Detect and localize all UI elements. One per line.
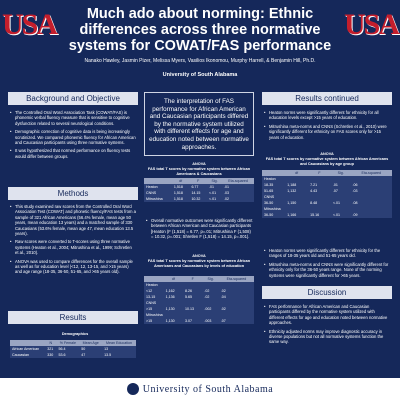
results-mid-text bbox=[146, 218, 254, 243]
footer-university-name: University of South Alabama bbox=[142, 383, 274, 395]
results-bullet: • Mitrushina meta-norms and CNNS (Schretlen et al., 2010) were significantly different for ethnicity on FAS scores only for >15 years of education. bbox=[264, 124, 390, 140]
interpretation-box: The interpretation of FAS performance for African American and Caucasian participants differed by the normative system utilized with different effects for age and education noted between normative approaches. bbox=[144, 92, 254, 156]
table-row: 51-65 1,132 4.43 .07 .03 bbox=[264, 189, 358, 193]
table-row: African American 321 56.4 50 13 bbox=[12, 347, 109, 351]
table-row: 13-15 1,136 5.65 .02 .04 bbox=[146, 295, 226, 299]
discussion-heading: Discussion bbox=[262, 286, 392, 299]
methods-bullet: • Raw scores were converted to T-scores using three normative systems (Heaton et al., 2004; Mitrushina et al., 1999; Schretlen et al., 2010). bbox=[10, 239, 136, 255]
discussion-text bbox=[264, 304, 390, 348]
table-row: Mitrushina 1,518 10.32 <.01 .02 bbox=[146, 197, 230, 201]
methods-text bbox=[10, 204, 136, 278]
results-bullet: • Heaton norms were significantly different for ethnicity for all education levels except >15 years of education. bbox=[264, 110, 390, 121]
table-row: 18-35 1,188 7.21 .01 .06 bbox=[264, 183, 358, 187]
background-bullet: • It was hypothesized that normed performance on fluency tests would differ between groups. bbox=[10, 148, 136, 159]
table-row: Heaton 1,518 6.77 .01 .01 bbox=[146, 185, 230, 189]
table-row: <12 1,162 8.26 .02 .02 bbox=[146, 289, 226, 293]
anova1-table: df F Sig. Eta-squared Heaton 1,518 6.77 .01 .01 CNNS 1,518 14.15 <.01 .03 Mitrushina 1,518 10.32 <.01 .02 bbox=[144, 178, 254, 202]
poster-university: University of South Alabama bbox=[162, 72, 238, 78]
methods-heading: Methods bbox=[8, 187, 138, 200]
usa-logo-left: USA bbox=[2, 8, 57, 41]
results-bullet: • Overall normative outcomes were significantly different between African American and Caucasian participants [Heaton (F (1,518) = 6.77, p=.01; Mitrushina F (1,508) = 10.32, p=.001; Shretlen F (1,518) = 14.15, p=.001). bbox=[146, 218, 254, 240]
demographics-table: N % Female Mean Age Mean Education African American 321 56.4 50 13 Caucasian 330 53.6 47 13.5 bbox=[10, 340, 136, 358]
results-heading-left: Results bbox=[8, 311, 138, 324]
methods-bullet: • ANOVA was used to compare differences for the overall sample as well as for education level (<12, 12, 13-15, and >15 years) and age range (18-35, 36-50, 51-65, and >65 years old). bbox=[10, 259, 136, 275]
table-row: >15 1,130 10.13 .002 .02 bbox=[146, 307, 226, 311]
anova1-caption: ANOVA FAS total T scores by normative system between African Americans & Caucasians bbox=[147, 162, 251, 176]
table-row: CNNS 1,518 14.15 <.01 .03 bbox=[146, 191, 230, 195]
anova2-table: df F Sig. Eta-squared Heaton <12 1,162 8.26 .02 .02 13-15 1,136 5.65 .02 .04 CNNS >15 1,130 10.13 .002 .02 Mitrushina >15 1,130 3.07 .003 .07 bbox=[144, 276, 254, 324]
background-text bbox=[10, 110, 136, 162]
methods-bullet: • This study examined raw scores from the Controlled Oral Word Association Test (COWAT) and phonetic fluency/FAS tests from a sample of 321 African Americans (56.4% female, mean age 50 years, mean education 13 years) and a matched sample of 330 Caucasians (53.6% female, mean age 47, mean education 13.5 years). bbox=[10, 204, 136, 236]
table-row: Caucasian 330 53.6 47 13.5 bbox=[12, 353, 112, 357]
background-bullet: • Demographic correction of cognitive data is being increasingly scrutinized. We compared phonemic fluency for African American and Caucasian participants using three normative systems. bbox=[10, 129, 136, 145]
university-seal-icon bbox=[127, 383, 139, 395]
table-row: 36-50 1,166 15.16 <.01 .09 bbox=[264, 213, 358, 217]
results-continued-text bbox=[264, 110, 390, 143]
table-row: >15 1,130 3.07 .003 .07 bbox=[146, 319, 226, 323]
anova2-caption: ANOVA FAS total T scores by normative system between African Americans and Caucasians by levels of education bbox=[147, 254, 251, 268]
usa-logo-right: USA bbox=[344, 8, 399, 41]
anova3-caption: ANOVA FAS total T scores by normative system between African Americans and Caucasians by age group bbox=[265, 152, 389, 166]
results-bullet: • Heaton norms were significantly different for ethnicity for the ranges of 18-35 years old and 51-65 years old. bbox=[264, 248, 390, 259]
poster-authors: Nanako Hawley, Jasmin Pizer, Melissa Myers, Vasilios Ikonomou, Murphy Harrell, & Benjamin Hill, Ph.D. bbox=[84, 58, 316, 64]
discussion-bullet: • FAS performance for African American and Caucasian participants differed by the normative system utilized with different effects for age and education noted between normative approaches. bbox=[264, 304, 390, 326]
poster-title: Much ado about norming: Ethnic differences across three normative systems for COWAT/FAS performance bbox=[68, 6, 332, 54]
results-after-table-text bbox=[264, 248, 390, 281]
anova3-table: df F Sig. Eta-squared Heaton 18-35 1,188 7.21 .01 .06 51-65 1,132 4.43 .07 .03 CNNS 36-50 1,150 8.48 <.01 .08 Mitrushina 36-50 1,166 15.16 <.01 .09 bbox=[262, 170, 392, 218]
background-bullet: • The Controlled Oral Word Association Task (COWAT/FAS) is phonemic verbal fluency measure that is sensitive to cognitive dysfunction related to several neurological conditions. bbox=[10, 110, 136, 126]
footer-banner bbox=[0, 378, 400, 400]
background-heading: Background and Objective bbox=[8, 92, 138, 105]
results-continued-heading: Results continued bbox=[262, 92, 392, 105]
demographics-caption: Demographics bbox=[61, 332, 89, 336]
table-row: 36-50 1,150 8.48 <.01 .08 bbox=[264, 201, 358, 205]
discussion-bullet: • Ethnicity adjusted norms may improve diagnostic accuracy in diverse populations but not all normative systems function the same way. bbox=[264, 329, 390, 345]
results-bullet: • Mitrushina meta-norms and CNNS were significantly different for ethnicity only for the 36-50 years range. None of the norming systems were significantly different for >65 years. bbox=[264, 262, 390, 278]
